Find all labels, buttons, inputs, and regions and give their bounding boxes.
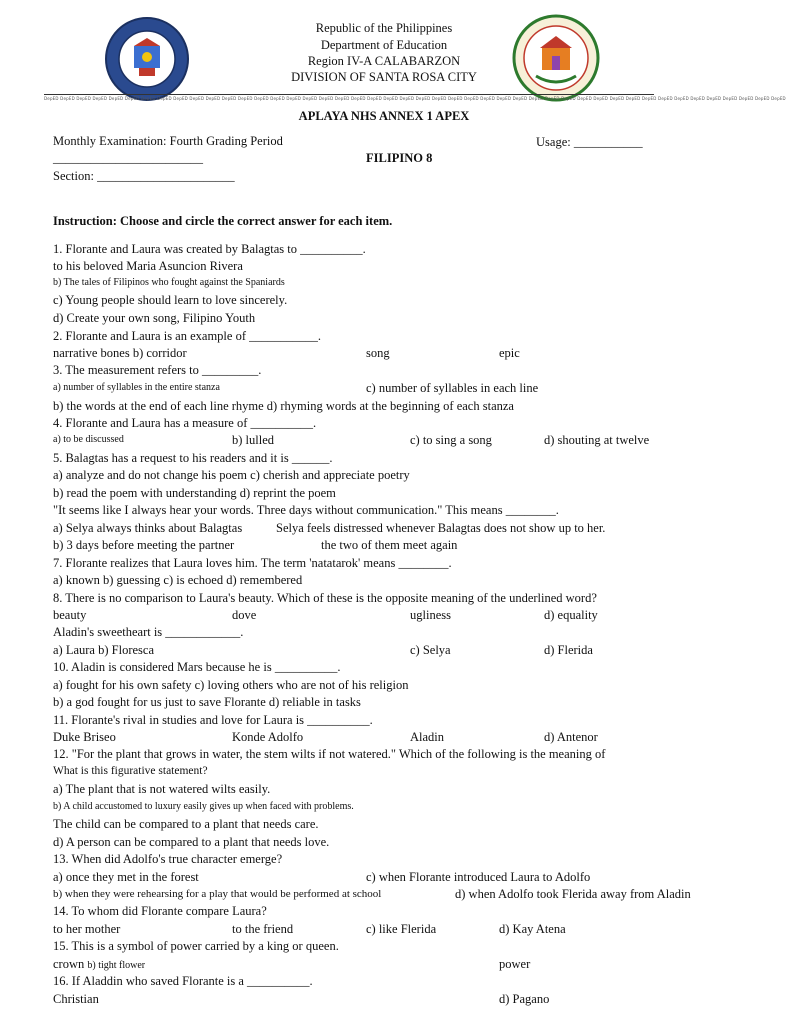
option-10ac: a) fought for his own safety c) loving others who are not of his religion [53, 678, 409, 692]
option-6d: the two of them meet again [321, 538, 458, 552]
option-16a: Christian [53, 992, 99, 1006]
option-1a: to his beloved Maria Asuncion Rivera [53, 259, 243, 273]
option-15a-text: crown [53, 957, 85, 971]
question-8: 8. There is no comparison to Laura's beauty. Which of these is the opposite meaning of the underlined word? [53, 591, 597, 605]
name-line: ________________________ [53, 151, 203, 165]
header-repeat-strip: DepED DepED DepED DepED DepED DepED DepED DepED DepED DepED DepED DepED DepED DepED DepED DepED DepED DepED DepED DepED DepED DepED DepED DepED DepED DepED DepED DepED DepED DepED DepED DepED DepED DepED DepED DepED DepED DepED DepED DepED DepED DepED DepED DepED DepED DepED [44, 96, 786, 101]
option-14d: d) Kay Atena [499, 922, 566, 936]
option-11b: Konde Adolfo [232, 730, 304, 744]
option-5ac: a) analyze and do not change his poem c) cherish and appreciate poetry [53, 468, 410, 482]
usage-field: Usage: ___________ [536, 135, 643, 149]
option-12d: d) A person can be compared to a plant that needs love. [53, 835, 330, 849]
exam-title: Monthly Examination: Fourth Grading Period [53, 134, 283, 148]
option-9ab: a) Laura b) Floresca [53, 643, 154, 657]
option-7: a) known b) guessing c) is echoed d) remembered [53, 573, 303, 587]
option-3a: a) number of syllables in the entire stanza [53, 382, 220, 393]
option-5bd: b) read the poem with understanding d) reprint the poem [53, 486, 336, 500]
option-8b: dove [232, 608, 257, 622]
option-13c: c) when Florante introduced Laura to Adolfo [366, 870, 591, 884]
section-field: Section: ______________________ [53, 169, 235, 183]
question-12: 12. "For the plant that grows in water, the stem wilts if not watered." Which of the following is the meaning of [53, 747, 606, 761]
instruction: Instruction: Choose and circle the correct answer for each item. [53, 214, 393, 228]
option-9d: d) Flerida [544, 643, 593, 657]
header-republic: Republic of the Philippines [315, 21, 453, 35]
option-9c: c) Selya [410, 643, 451, 657]
school-name: APLAYA NHS ANNEX 1 APEX [298, 109, 470, 123]
option-11a: Duke Briseo [53, 730, 116, 744]
option-14c: c) like Flerida [366, 922, 437, 936]
header-department: Department of Education [320, 38, 448, 52]
question-5: 5. Balagtas has a request to his readers and it is ______. [53, 451, 333, 465]
option-12c: The child can be compared to a plant that needs care. [53, 817, 319, 831]
option-10bd: b) a god fought for us just to save Florante d) reliable in tasks [53, 695, 361, 709]
option-15b-text: b) tight flower [87, 960, 146, 971]
option-8a: beauty [53, 608, 87, 622]
header-region: Region IV-A CALABARZON [307, 54, 461, 68]
option-15d: power [499, 957, 531, 971]
question-11: 11. Florante's rival in studies and love for Laura is __________. [53, 713, 373, 727]
option-15a [53, 957, 145, 972]
option-8c: ugliness [410, 608, 451, 622]
option-6a: a) Selya always thinks about Balagtas [53, 521, 243, 535]
option-3c: c) number of syllables in each line [366, 381, 539, 395]
option-12b: b) A child accustomed to luxury easily gives up when faced with problems. [53, 801, 354, 812]
question-16: 16. If Aladdin who saved Florante is a __________. [53, 974, 313, 988]
option-11c: Aladin [410, 730, 445, 744]
question-3: 3. The measurement refers to _________. [53, 363, 262, 377]
question-14: 14. To whom did Florante compare Laura? [53, 904, 267, 918]
option-2c: song [366, 346, 390, 360]
question-1: 1. Florante and Laura was created by Balagtas to __________. [53, 242, 366, 256]
option-13b: b) when they were rehearsing for a play that would be performed at school [53, 888, 382, 900]
option-13d: d) when Adolfo took Flerida away from Aladin [455, 887, 691, 901]
option-2ab: narrative bones b) corridor [53, 346, 187, 360]
option-8d: d) equality [544, 608, 598, 622]
option-1c: c) Young people should learn to love sincerely. [53, 293, 288, 307]
question-15: 15. This is a symbol of power carried by a king or queen. [53, 939, 339, 953]
question-4: 4. Florante and Laura has a measure of __________. [53, 416, 317, 430]
option-4a: a) to be discussed [53, 434, 124, 445]
header-rule [44, 94, 654, 95]
option-13a: a) once they met in the forest [53, 870, 199, 884]
question-9: Aladin's sweetheart is ____________. [53, 625, 244, 639]
option-1b: b) The tales of Filipinos who fought against the Spaniards [53, 277, 285, 288]
subject-title: FILIPINO 8 [366, 151, 433, 165]
header-division: DIVISION OF SANTA ROSA CITY [291, 70, 477, 84]
option-3bd: b) the words at the end of each line rhyme d) rhyming words at the beginning of each stanza [53, 399, 514, 413]
question-6: "It seems like I always hear your words. Three days without communication." This means ________. [53, 503, 559, 517]
option-6c: Selya feels distressed whenever Balagtas does not show up to her. [276, 521, 606, 535]
option-11d: d) Antenor [544, 730, 598, 744]
option-12a: a) The plant that is not watered wilts easily. [53, 782, 271, 796]
option-4d: d) shouting at twelve [544, 433, 650, 447]
option-16d: d) Pagano [499, 992, 550, 1006]
option-6b: b) 3 days before meeting the partner [53, 538, 235, 552]
option-14a: to her mother [53, 922, 121, 936]
option-14b: to the friend [232, 922, 294, 936]
option-4b: b) lulled [232, 433, 275, 447]
question-7: 7. Florante realizes that Laura loves him. The term 'natatarok' means ________. [53, 556, 452, 570]
question-10: 10. Aladin is considered Mars because he is __________. [53, 660, 341, 674]
option-4c: c) to sing a song [410, 433, 492, 447]
question-13: 13. When did Adolfo's true character emerge? [53, 852, 283, 866]
option-2d: epic [499, 346, 520, 360]
question-2: 2. Florante and Laura is an example of ___________. [53, 329, 321, 343]
question-12-continued: What is this figurative statement? [53, 765, 208, 777]
option-1d: d) Create your own song, Filipino Youth [53, 311, 256, 325]
